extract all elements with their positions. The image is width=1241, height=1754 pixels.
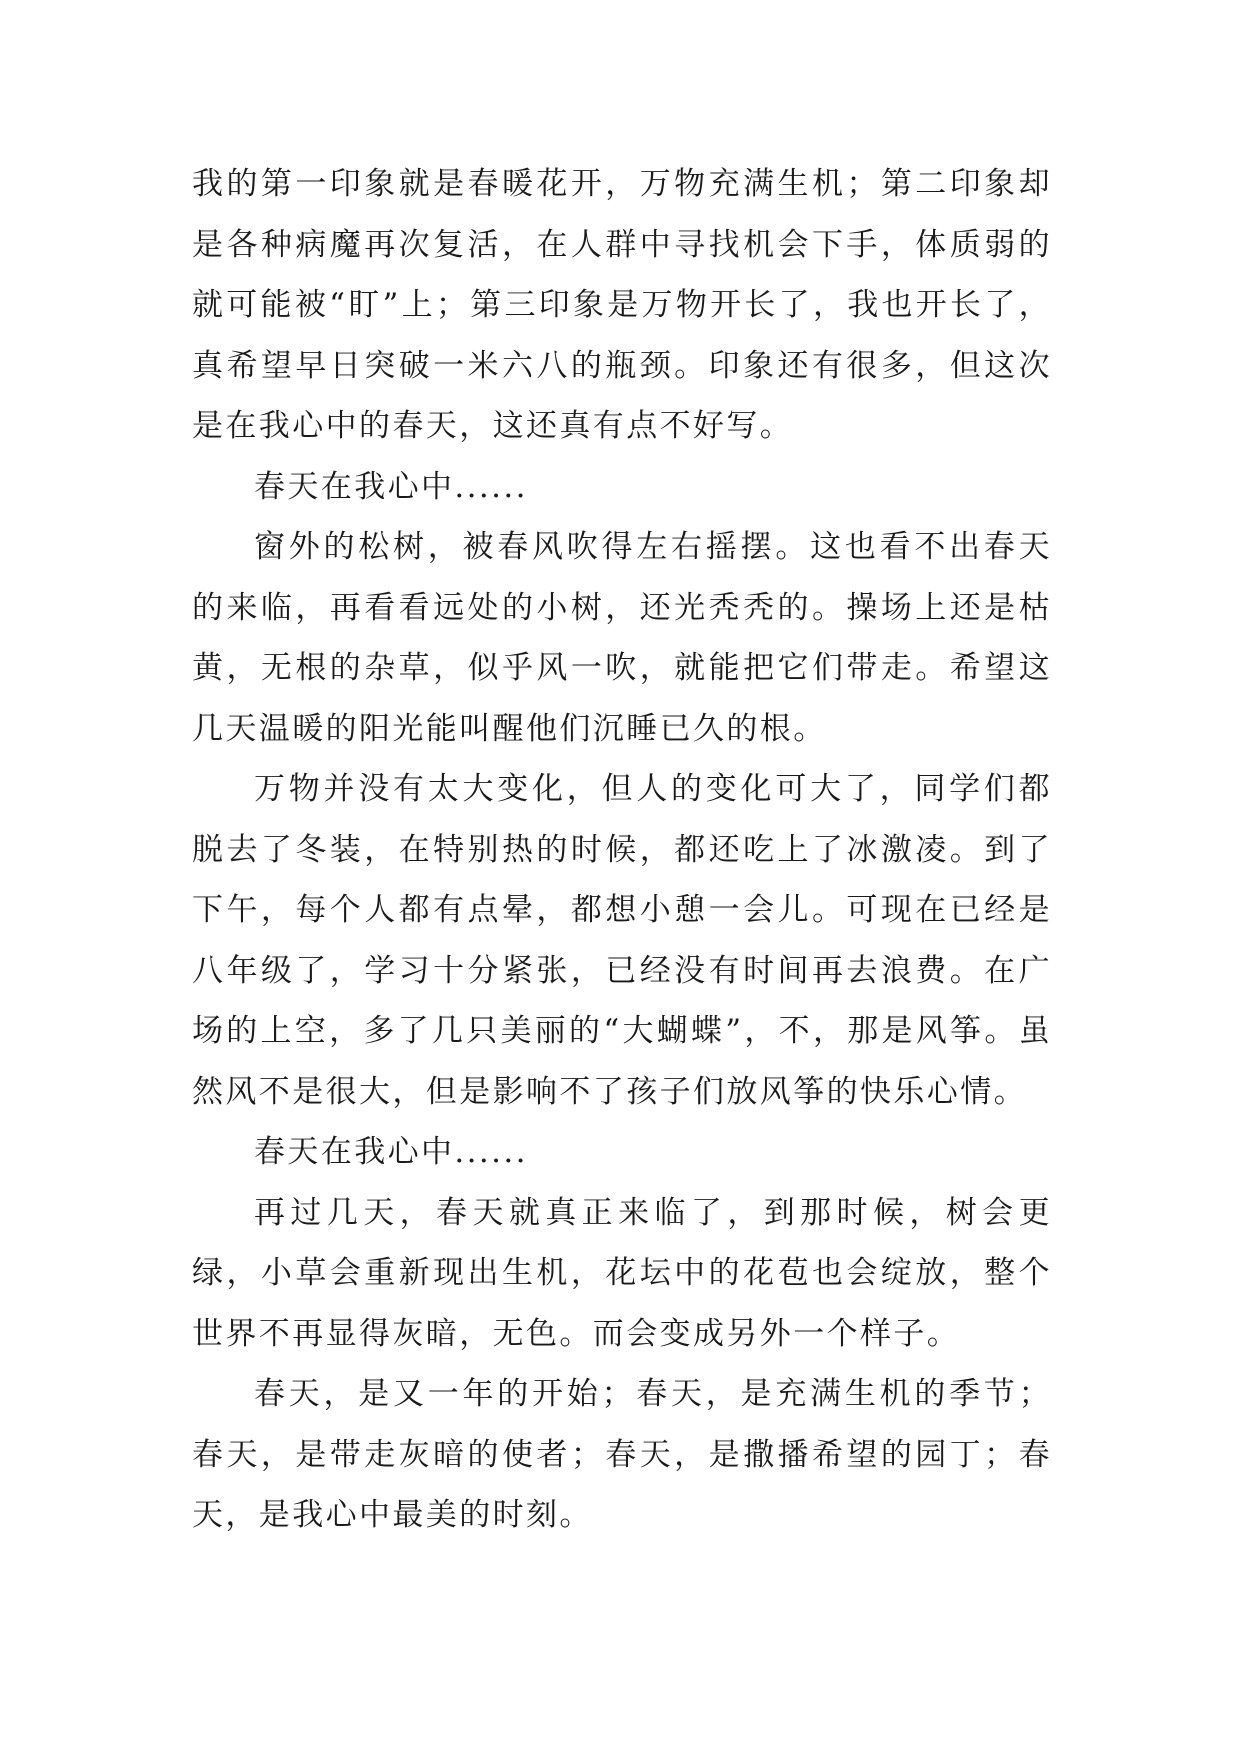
paragraph-2: 春天在我心中...... (254, 468, 528, 505)
paragraph-1: 我的第一印象就是春暖花开，万物充满生机；第二印象却是各种病魔再次复活，在人群中寻找机会下手，体质弱的就可能被“盯”上；第三印象是万物开长了，我也开长了，真希望早日突破一米六八的瓶颈。印象还有很多，但这次是在我心中的春天，这还真有点不好写。 (192, 166, 1052, 444)
paragraph-5: 春天在我心中...... (254, 1134, 528, 1170)
paragraph-3: 窗外的松树，被春风吹得左右摇摆。这也看不出春天的来临，再看看远处的小树，还光秃秃的。操场上还是枯黄，无根的杂草，似乎风一吹，就能把它们带走。希望这几天温暖的阳光能叫醒他们沉睡已久的根。 (192, 529, 1052, 747)
paragraph-7: 春天，是又一年的开始；春天，是充满生机的季节；春天，是带走灰暗的使者；春天，是撒播希望的园丁；春天，是我心中最美的时刻。 (192, 1376, 1052, 1533)
document-body (192, 154, 1052, 1546)
paragraph-4: 万物并没有太大变化，但人的变化可大了，同学们都脱去了冬装，在特别热的时候，都还吃上了冰激凌。到了下午，每个人都有点晕，都想小憩一会儿。可现在已经是八年级了，学习十分紧张，已经没有时间再去浪费。在广场的上空，多了几只美丽的“大蝴蝶”，不，那是风筝。虽然风不是很大，但是影响不了孩子们放风筝的快乐心情。 (192, 771, 1052, 1110)
paragraph-6: 再过几天，春天就真正来临了，到那时候，树会更绿，小草会重新现出生机，花坛中的花苞也会绽放，整个世界不再显得灰暗，无色。而会变成另外一个样子。 (192, 1194, 1052, 1352)
